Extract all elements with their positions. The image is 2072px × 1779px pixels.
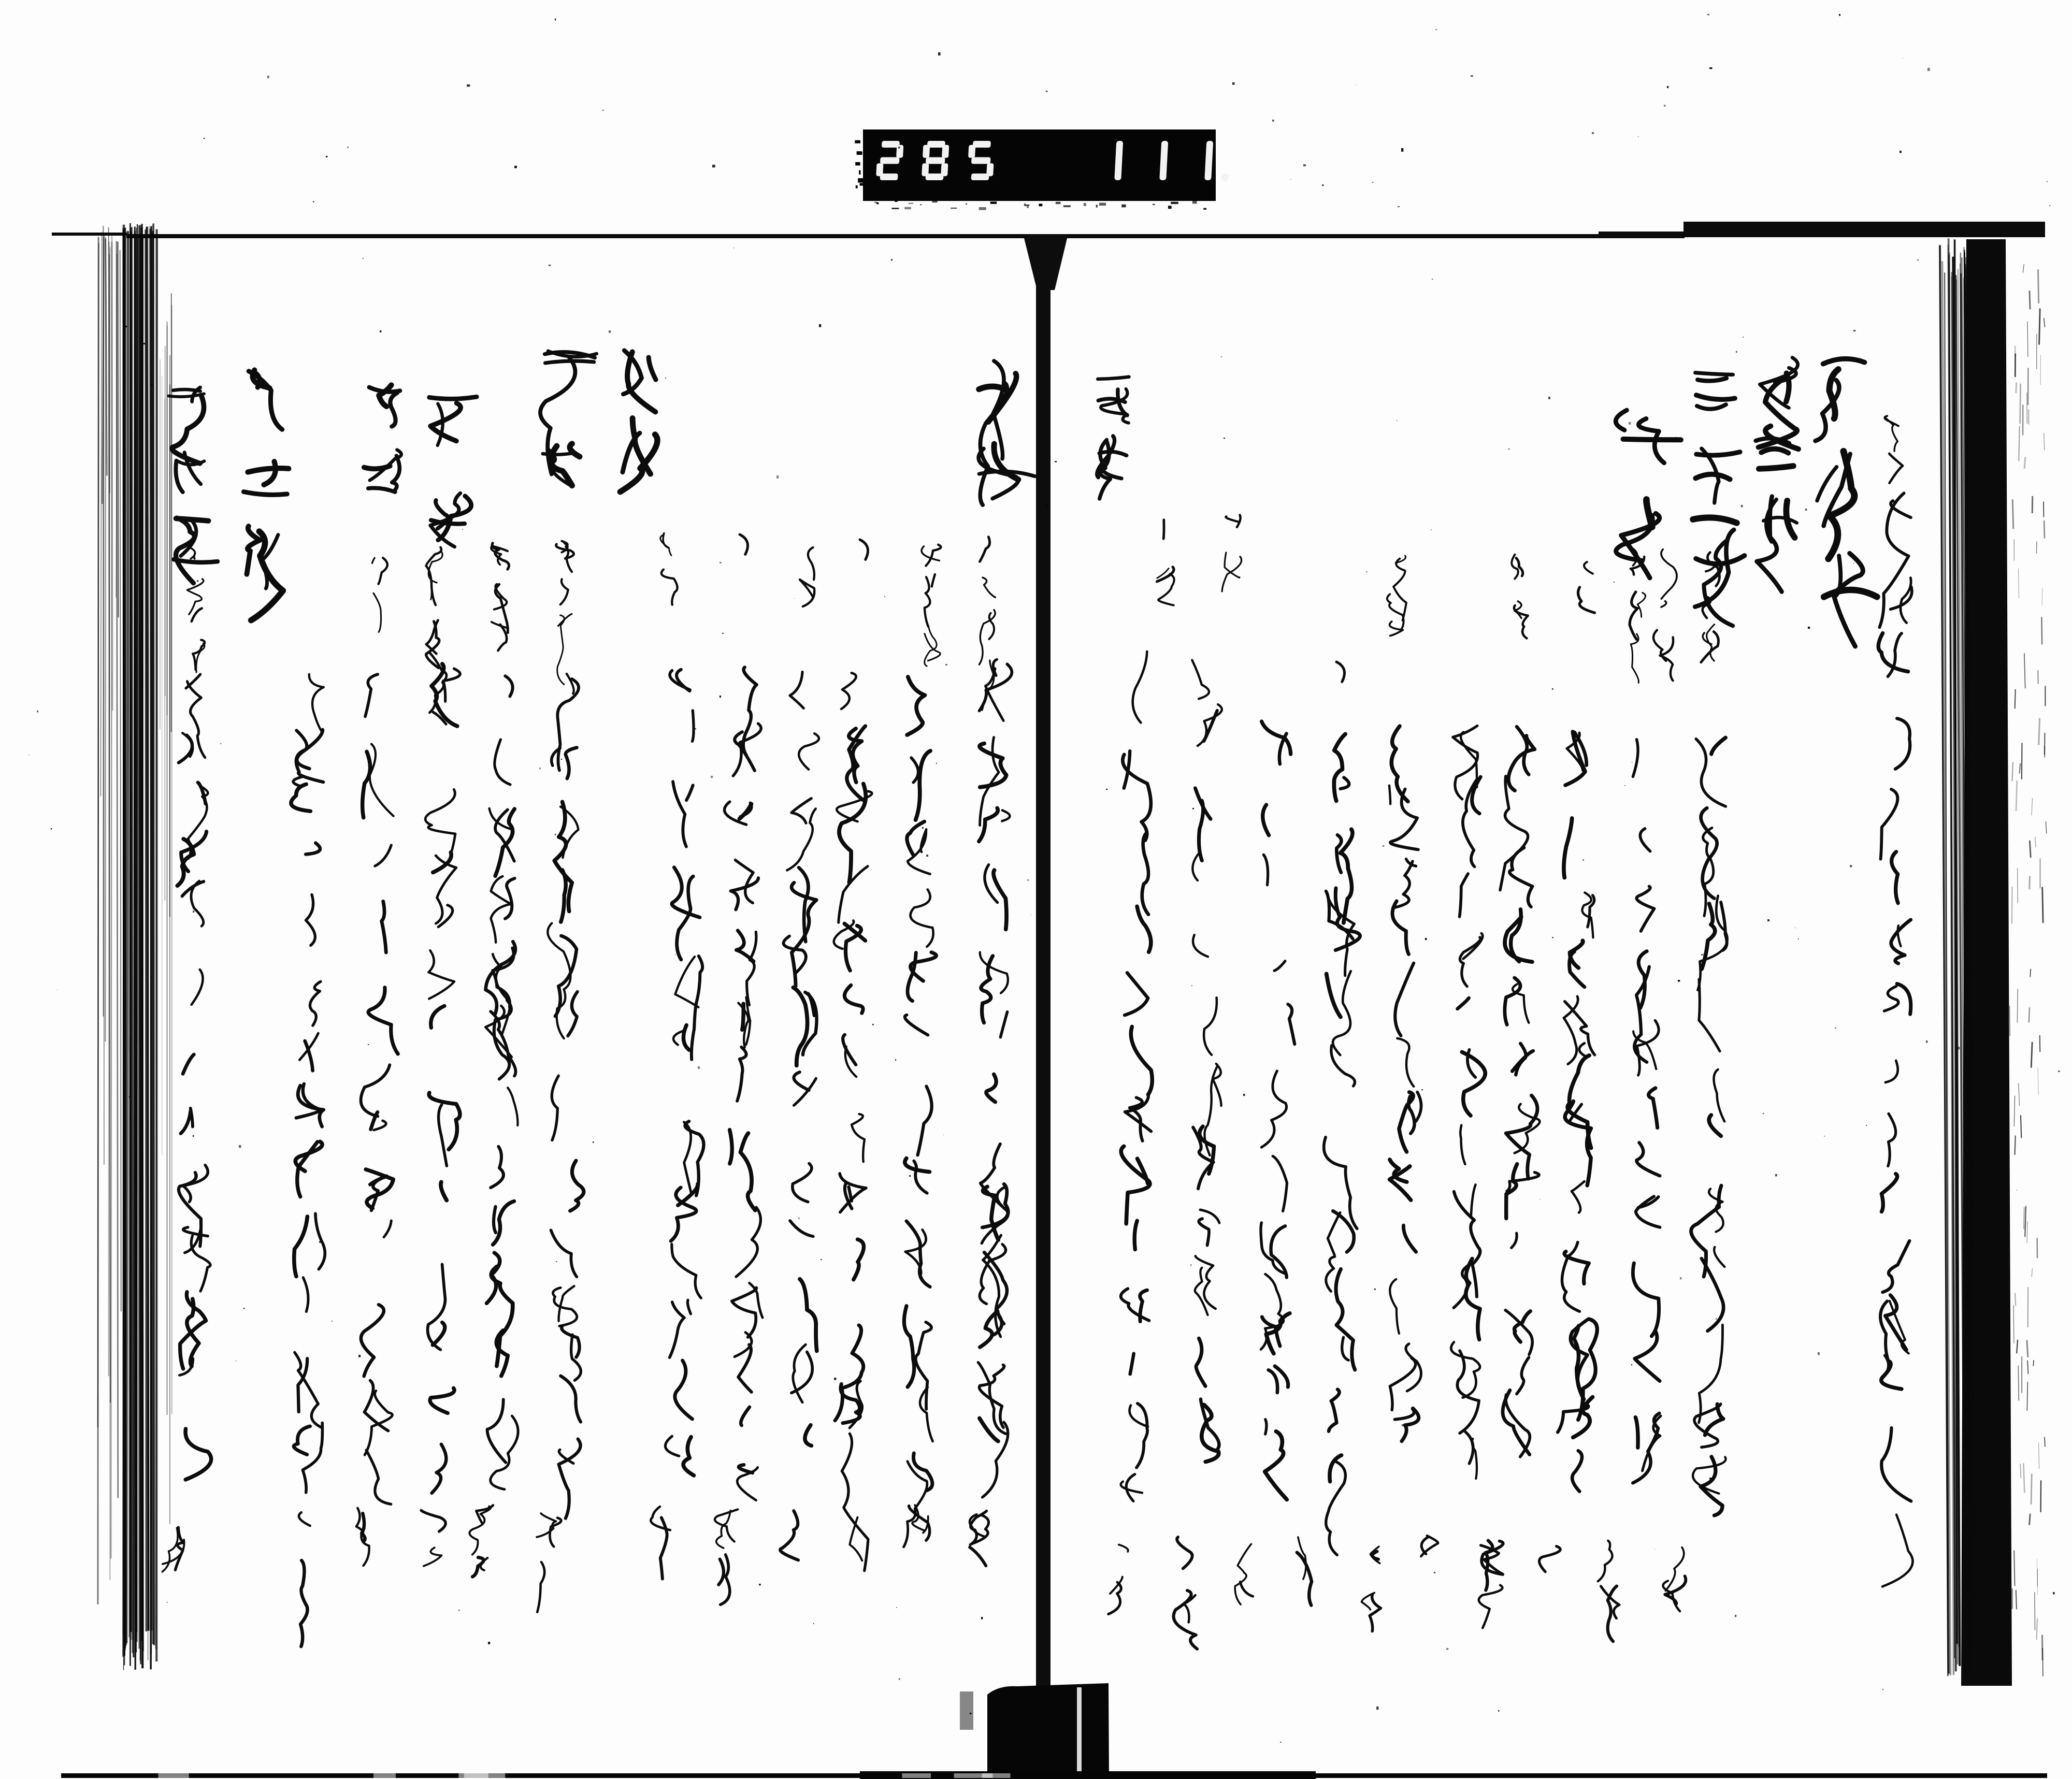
exposure-counter <box>855 129 1231 210</box>
